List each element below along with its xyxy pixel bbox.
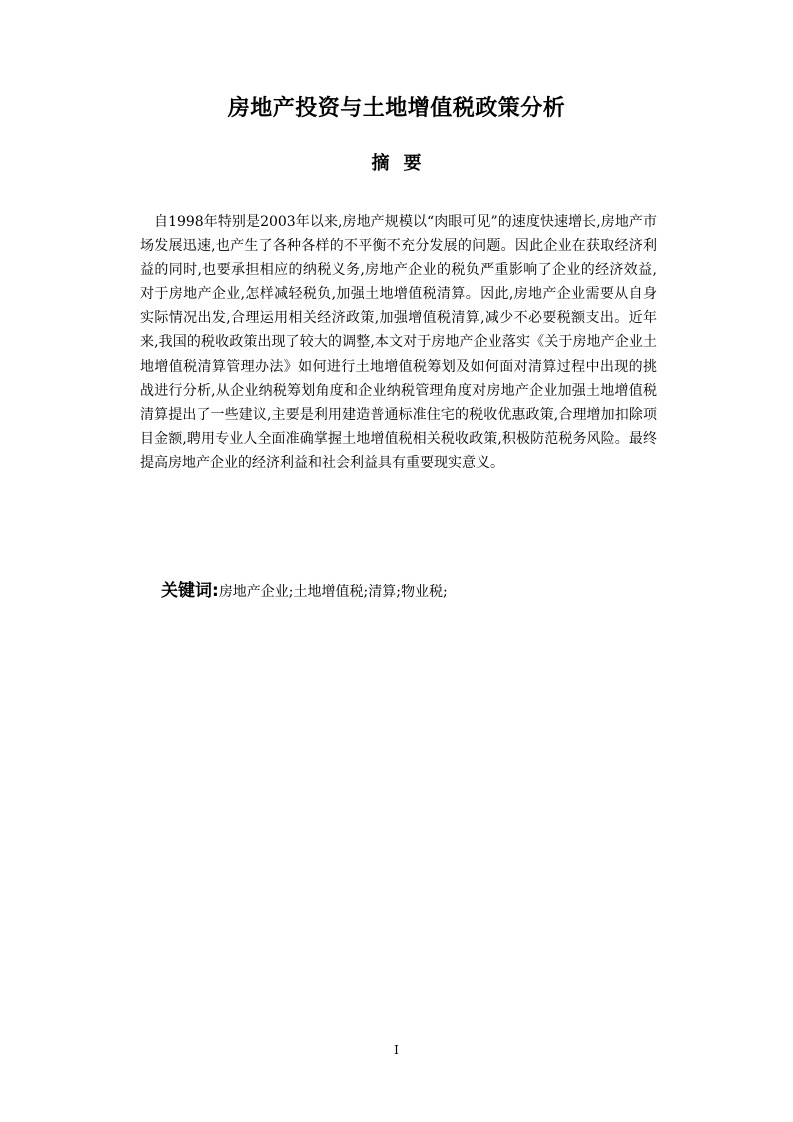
- keywords-text: 房地产企业;土地增值税;清算;物业税;: [218, 584, 448, 600]
- abstract-body: 自1998年特别是2003年以来,房地产规模以“肉眼可见”的速度快速增长,房地产市场发展迅速,也产生了各种各样的不平衡不充分发展的问题。因此企业在获取经济利益的同时,也要承担相应的纳税义务,房地产企业的税负严重影响了企业的经济效益,对于房地产企业,怎样减轻税负,加强土地增值税清算。因此,房地产企业需要从自身实际情况出发,合理运用相关经济政策,加强增值税清算,减少不必要税额支出。近年来,我国的税收政策出现了较大的调整,本文对于房地产企业落实《关于房地产企业土地增值税清算管理办法》如何进行土地增值税筹划及如何面对清算过程中出现的挑战进行分析,从企业纳税筹划角度和企业纳税管理角度对房地产企业加强土地增值税清算提出了一些建议,主要是利用建造普通标准住宅的税收优惠政策,合理增加扣除项目金额,聘用专业人全面准确掌握土地增值税相关税收政策,积极防范税务风险。最终提高房地产企业的经济利益和社会利益具有重要现实意义。: [140, 214, 657, 471]
- keywords-label: 关键词:: [161, 581, 219, 601]
- abstract-heading: 摘要: [371, 153, 436, 174]
- document-title: 房地产投资与土地增值税政策分析: [227, 96, 566, 121]
- keywords-line: [161, 578, 661, 605]
- page-number: I: [394, 1043, 399, 1057]
